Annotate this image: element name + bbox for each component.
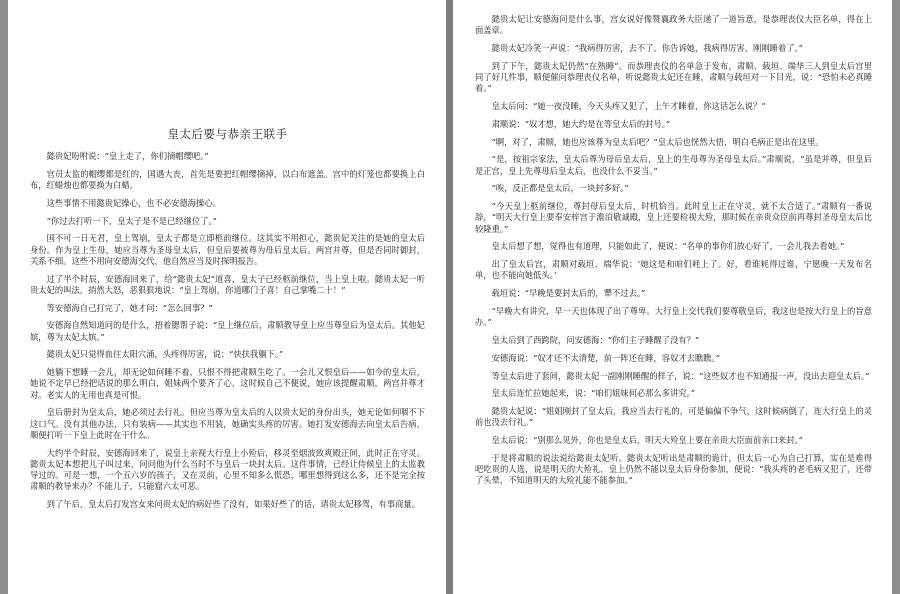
paragraph: 出了皇太后宫，肃顺对载垣、端华说：‘她这是和咱们耗上了。好，看谁耗得过谁，宁愿晚一天发布名单，也不能向她低头。’: [475, 259, 872, 281]
left-page-body: [30, 151, 425, 510]
paragraph: 懿贵太妃让安德海问是什么事，宫女说好像赞襄政务大臣递了一道旨意，是恭理丧仪大臣名单，得在上面盖章。: [475, 14, 872, 36]
paragraph: “早晚大有讲究，早一天也体现了出了尊卑。大行皇上交代我们要尊敬皇后，我这也是按大行皇上的旨意办。”: [475, 305, 872, 328]
paragraph: 皇太后想了想，觉得也有道理，只能如此了，便说：“名单的事你们放心好了，一会儿我去看她。”: [491, 241, 845, 252]
page-divider: [446, 0, 453, 594]
paragraph: 这些事情不用懿贵妃操心，也不必安德海操心。: [46, 197, 221, 208]
paragraph: 载垣说：“早晚是要封太后的，犟不过去。”: [491, 288, 646, 299]
paragraph: 安德海自然知道问的是什么，捂着腮帮子说：“皇上继位后，肃顺教导皇上应当尊皇后为皇太后。其他妃嫔，尊为太妃太嫔。”: [30, 320, 425, 342]
paragraph: 皇太后连忙拉她起来，说：“咱们姐妹何必那么多讲究。”: [491, 388, 696, 399]
right-page-body: [475, 14, 872, 487]
paragraph: 懿贵太妃冷笑一声说：“我病得厉害，去不了。你告诉她，我病得厉害，刚刚睡着了。”: [491, 43, 803, 53]
paragraph: “啊，对了，肃顺，她也应该尊为皇太后吧？”皇太后也恍然大悟，明白毛病正是出在这里。: [491, 136, 824, 147]
paragraph: 肃顺说：“奴才想，她大约是在等皇太后的封号。”: [491, 118, 671, 129]
paragraph: 皇后册封为皇太后，她必须过去行礼。但应当尊为皇太后的人以贵太妃的身份出头，她无论如何咽不下这口气。没有其他办法，只有装病——其实也不用装，她确实头疼的厉害。她打发安德海去向皇太后告病，顺便打听一下皇上此时在干什么。: [30, 407, 425, 440]
paragraph: 于是将肃顺的说法说给懿贵太妃听。懿贵太妃听出是肃顺的诡计，但太后一心为自己打算，实在是难得吧吃贵的人选，说是明天的大殓礼，皇上仍然不能以皇太后身份参加，便说：“我头疼的老毛病又犯了，还带了头晕，不知道明天的大殓礼能不能参加。”: [475, 452, 872, 486]
right-page: [453, 0, 892, 594]
paragraph: 官员太监的帽缨都是红的，国遇大丧，首先是要把红帽缨摘掉，以白布遮盖。宫中的灯笼也都要换上白布，红蜡烛也都要换为白蜡。: [30, 168, 425, 190]
paragraph: “唉，反正都是皇太后，一块封多好。”: [491, 183, 629, 194]
paragraph: 皇太后到了西跨院，问安德海：“你们主子睡醒了没有？”: [491, 334, 700, 345]
paragraph: 等皇太后进了套间，懿贵太妃一副刚刚睡醒的样子，说：“这些奴才也不知通报一声，没出去迎皇太后。”: [491, 370, 870, 381]
left-page: [8, 0, 446, 594]
paragraph: 懿贵妃吩咐说：“皇上走了，你们摘帽缨吧。”: [46, 151, 209, 161]
paragraph: “是，按祖宗家法，皇太后尊为母后皇太后，皇上的生母尊为圣母皇太后。”肃顺说，“虽是并尊，但皇后是正宫，皇上先尊母后皇太后，也没什么不妥当。”: [475, 154, 872, 176]
paragraph: “你过去打听一下，皇太子是不是已经继位了。”: [46, 215, 217, 226]
paragraph: 大约半个时辰，安德海回来了，说皇上亲视大行皇上小殓后，移灵至烟波致爽殿正间，此时正在守灵。懿贵太妃本想把儿子叫过来，问问他为什么当时不与皇后一块封太后。这件事情，已经让侍候皇上的太监教导过的。可是一想，一个五六岁的孩子，又在灵前，心里不知多么慌恐，哪里想得到这么多，还不是完全按肃顺的教导来办？不能儿子，只能窟六太可恶。: [30, 447, 425, 492]
paragraph: 懿贵太妃说：“姐姐刚封了皇太后，我应当去行礼的，可是偏偏不争气，这时候病倒了，连大行皇上的灵前也没去行礼。”: [475, 406, 872, 428]
paragraph: 安德海说：“奴才还不太清楚，前一阵还在睡，容奴才去瞧瞧。”: [491, 352, 720, 363]
paragraph: 到了下午，懿贵太妃仍然“在熟睡”。而恭理丧仪的名单急于发布，肃顺、载垣、端华三人到皇太后宫里同了好几件事，顺便催问恭理丧仪名单，听说懿贵太妃还在睡，肃顺与载垣对一下目光，说：“恐怕未必真睡着。”: [475, 60, 872, 94]
paragraph: 等安德海自己打完了，她才问：“怎么回事？”: [46, 302, 213, 313]
paragraph: 她躺下想睡一会儿，却无论如何睡不着，只恨不得把肃顺生吃了。一会儿又恨皇后——如今的皇太后，她说不定早已经把话说的那么明白，姐妹两个要齐了心，这时候自己不便说，她应该提醒肃顺，两宫并尊才对。老实人的无用也真是可恨。: [30, 367, 425, 400]
paragraph: “今天皇上柩前继位，尊封母后皇太后，时机恰当。此时皇上正在守灵，就不太合适了。”肃顺有一番说辞，“明天大行皇上要奉安梓宫于澹泊敬诚殿，皇上还要检视大殓，那时候在亲贵众臣前再尊封圣母皇太后比较隆重。”: [475, 201, 872, 234]
paragraph: 国不可一日无君，皇上驾崩，皇太子都是立即柩前继位。这其实不用担心，懿贵妃关注的是她的皇太后身份。作为皇上生母，她应当尊为圣母皇太后，但皇后要被尊为母后皇太后。两宫并尊，但是否同时御封，关系不细。这些不用向安德海交代，他自然应当及时探明报告。: [30, 233, 425, 266]
paragraph: 懿贵太妃只觉得血往太阳穴涌，头疼得厉害，说：“快扶我躺下。”: [46, 349, 284, 360]
paragraph: 皇太后问：“她一夜没睡，今天头疼又犯了，上午才睡着，你这话怎么说？”: [491, 101, 766, 111]
paragraph: 过了半个时辰，安德海回来了，给“懿贵太妃”道喜，皇太子已经柩前继位，当上皇上啦。懿贵太妃一听贵太妃的叫法，捎然大怒，恶狠狠地说：“皇上驾崩，你道哪门子喜！自己掌嘴二十！”: [30, 273, 425, 295]
chapter-title: 皇太后要与恭亲王联手: [167, 127, 288, 141]
paragraph: 皇太后说：“别那么见外，你也是皇太后，明天大殓皇上要在亲贵大臣面前亲口来封。”: [491, 435, 803, 446]
paragraph: 到了午后，皇太后打发宫女来问贵太妃的病好些了没有，如果好些了的话，请贵太妃移驾，有事商量。: [46, 499, 420, 509]
